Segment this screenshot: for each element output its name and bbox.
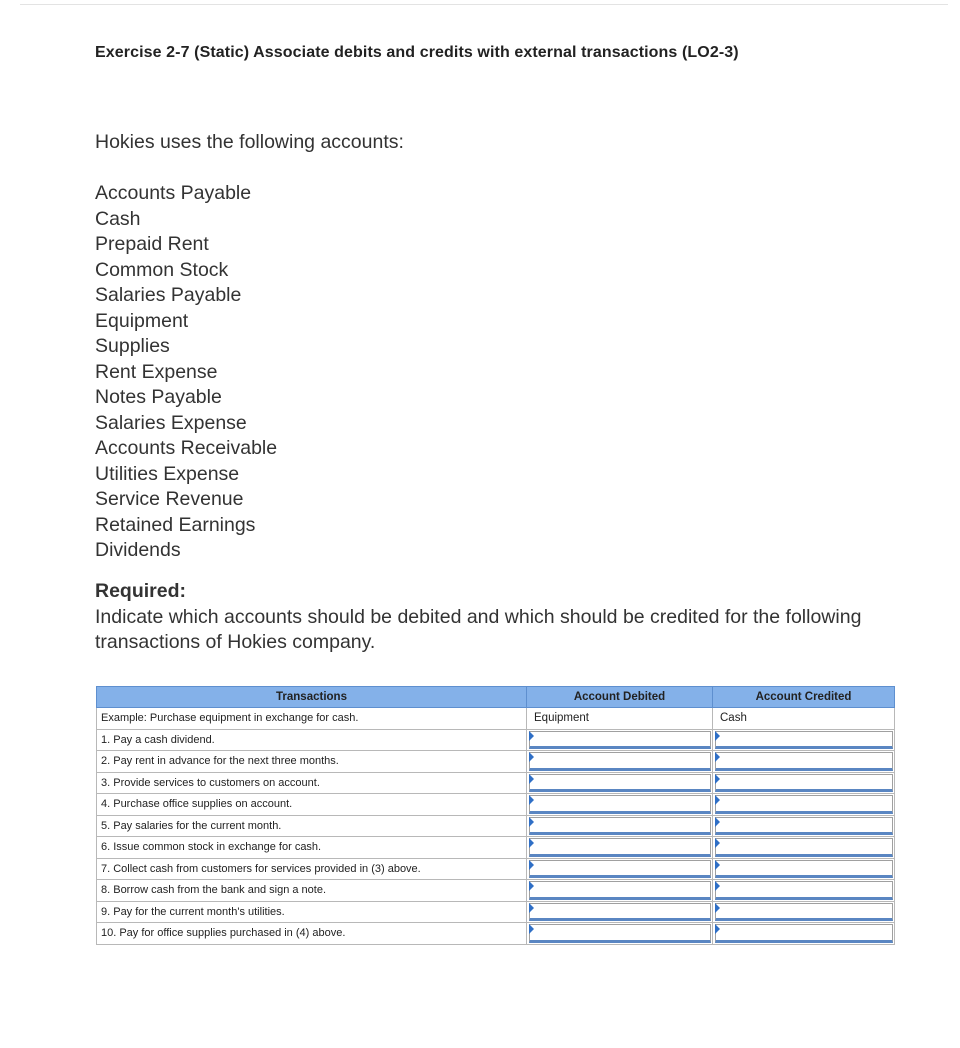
example-credited xyxy=(713,708,895,730)
account-debited-dropdown[interactable] xyxy=(529,924,711,943)
table-header-row xyxy=(97,687,895,708)
account-item: Salaries Expense xyxy=(95,411,247,434)
example-row xyxy=(97,708,895,730)
transaction-label: 8. Borrow cash from the bank and sign a note. xyxy=(97,880,527,902)
table-row xyxy=(97,901,895,923)
account-credited-dropdown[interactable] xyxy=(715,881,893,900)
account-debited-dropdown[interactable] xyxy=(529,817,711,836)
example-debited xyxy=(527,708,713,730)
transaction-label: 3. Provide services to customers on account. xyxy=(97,772,527,794)
table-row xyxy=(97,815,895,837)
account-credited-dropdown[interactable] xyxy=(715,903,893,922)
account-credited-dropdown[interactable] xyxy=(715,860,893,879)
account-credited-dropdown[interactable] xyxy=(715,774,893,793)
account-debited-dropdown[interactable] xyxy=(529,881,711,900)
transaction-label: 10. Pay for office supplies purchased in (4) above. xyxy=(97,923,527,945)
header-account-debited: Account Debited xyxy=(527,687,713,708)
account-credited-dropdown[interactable] xyxy=(715,817,893,836)
transaction-label: 7. Collect cash from customers for services provided in (3) above. xyxy=(97,858,527,880)
account-credited-dropdown[interactable] xyxy=(715,731,893,750)
account-item: Prepaid Rent xyxy=(95,233,209,255)
account-item: Equipment xyxy=(95,309,189,332)
transactions-table xyxy=(96,686,895,945)
account-item: Dividends xyxy=(95,539,181,561)
table-row xyxy=(97,880,895,902)
account-item: Retained Earnings xyxy=(95,513,256,536)
table-row xyxy=(97,837,895,859)
account-debited-dropdown[interactable] xyxy=(529,795,711,814)
account-item: Utilities Expense xyxy=(95,462,240,485)
table-row xyxy=(97,858,895,880)
account-debited-dropdown[interactable] xyxy=(529,774,711,793)
account-item: Accounts Payable xyxy=(95,182,252,204)
table-row xyxy=(97,772,895,794)
exercise-title: Exercise 2-7 (Static) Associate debits and credits with external transactions (LO2-3) xyxy=(95,44,739,61)
account-debited-dropdown[interactable] xyxy=(529,731,711,750)
transaction-label: 4. Purchase office supplies on account. xyxy=(97,794,527,816)
account-debited-dropdown[interactable] xyxy=(529,860,711,879)
account-debited-dropdown[interactable] xyxy=(529,752,711,771)
account-item: Salaries Payable xyxy=(95,284,242,306)
example-credited-value: Cash xyxy=(720,712,747,725)
header-account-credited: Account Credited xyxy=(713,687,895,708)
header-transactions: Transactions xyxy=(97,687,527,708)
transaction-label: 5. Pay salaries for the current month. xyxy=(97,815,527,837)
example-debited-value: Equipment xyxy=(534,712,589,725)
account-item: Supplies xyxy=(95,335,170,357)
required-heading: Required: xyxy=(95,580,187,602)
transaction-label: 6. Issue common stock in exchange for cash. xyxy=(97,837,527,859)
account-item: Common Stock xyxy=(95,258,229,281)
example-transaction: Example: Purchase equipment in exchange for cash. xyxy=(97,708,527,730)
account-debited-dropdown[interactable] xyxy=(529,903,711,922)
account-debited-dropdown[interactable] xyxy=(529,838,711,857)
accounts-list xyxy=(95,181,277,564)
required-text: Indicate which accounts should be debited and which should be credited for the following transactions of Hokies company. xyxy=(95,606,862,653)
account-credited-dropdown[interactable] xyxy=(715,752,893,771)
transaction-label: 1. Pay a cash dividend. xyxy=(97,729,527,751)
transaction-label: 2. Pay rent in advance for the next three months. xyxy=(97,751,527,773)
account-item: Cash xyxy=(95,207,141,230)
account-item: Rent Expense xyxy=(95,360,218,383)
account-item: Notes Payable xyxy=(95,386,222,408)
top-divider xyxy=(20,4,948,5)
table-row xyxy=(97,751,895,773)
transaction-label: 9. Pay for the current month's utilities. xyxy=(97,901,527,923)
table-row xyxy=(97,729,895,751)
account-item: Service Revenue xyxy=(95,488,244,510)
table-row xyxy=(97,794,895,816)
account-item: Accounts Receivable xyxy=(95,437,278,459)
account-credited-dropdown[interactable] xyxy=(715,924,893,943)
table-row xyxy=(97,923,895,945)
intro-text: Hokies uses the following accounts: xyxy=(95,131,404,153)
account-credited-dropdown[interactable] xyxy=(715,795,893,814)
account-credited-dropdown[interactable] xyxy=(715,838,893,857)
